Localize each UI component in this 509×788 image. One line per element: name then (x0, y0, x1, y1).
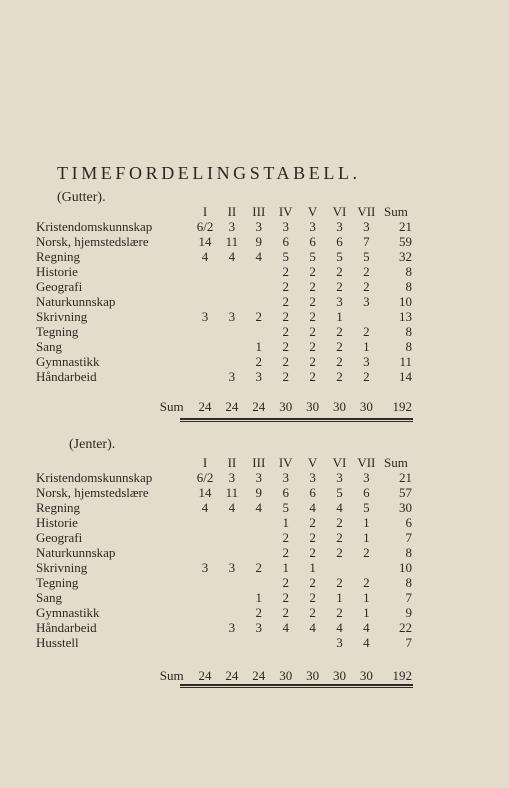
hours-cell: 5 (336, 249, 343, 264)
hours-cell: 4 (336, 620, 343, 635)
hours-cell: 3 (201, 309, 209, 324)
hours-cell: 2 (336, 605, 343, 620)
row-total: 7 (405, 635, 412, 650)
column-sum: 24 (198, 668, 212, 683)
column-header-row (36, 204, 412, 219)
hours-cell: 1 (255, 590, 263, 605)
hours-cell: 4 (255, 249, 263, 264)
hours-cell: 3 (336, 219, 343, 234)
hours-cell: 3 (228, 219, 236, 234)
hours-cell: 3 (228, 620, 236, 635)
column-sum: 24 (252, 399, 266, 414)
hours-cell (192, 635, 219, 650)
subject-label: Sang (36, 590, 62, 605)
hours-cell (192, 369, 219, 384)
table-row (36, 264, 412, 279)
table-row (36, 294, 412, 309)
hours-cell: 3 (336, 294, 343, 309)
row-total: 14 (399, 369, 412, 384)
hours-cell (192, 575, 219, 590)
column-sum: 30 (279, 399, 293, 414)
hours-cell (192, 545, 219, 560)
double-rule-jenter-thin (180, 687, 413, 688)
row-total: 13 (399, 309, 412, 324)
subject-label: Norsk, hjemstedslære (36, 234, 149, 249)
hours-cell (192, 294, 219, 309)
hours-cell: 6/2 (196, 219, 214, 234)
hours-cell: 2 (282, 354, 289, 369)
table-row (36, 560, 412, 575)
subject-label: Tegning (36, 575, 79, 590)
hours-cell: 2 (282, 279, 289, 294)
hours-cell: 1 (336, 309, 343, 324)
hours-cell: 4 (228, 249, 236, 264)
hours-cell: 6 (282, 485, 289, 500)
spacer-cell (36, 650, 412, 668)
row-total: 22 (399, 620, 412, 635)
hours-cell: 2 (282, 294, 289, 309)
sum-row (36, 399, 412, 414)
hours-cell: 3 (255, 369, 263, 384)
hours-cell (192, 339, 219, 354)
hours-cell: 3 (363, 470, 370, 485)
table-row (36, 635, 412, 650)
grand-total: 192 (392, 668, 412, 683)
hours-cell: 6 (282, 234, 289, 249)
hours-cell (245, 545, 272, 560)
spacer-row (36, 384, 412, 399)
hours-cell: 2 (309, 369, 316, 384)
table-row (36, 369, 412, 384)
hours-cell: 5 (336, 485, 343, 500)
hours-cell: 2 (309, 545, 316, 560)
row-total: 10 (399, 294, 412, 309)
double-rule-gutter-thin (180, 421, 413, 422)
hours-cell: 1 (363, 590, 370, 605)
table-row (36, 324, 412, 339)
table-row (36, 500, 412, 515)
table-row (36, 575, 412, 590)
hours-cell: 1 (309, 560, 316, 575)
row-total: 11 (399, 354, 412, 369)
hours-cell: 4 (255, 500, 263, 515)
hours-cell (245, 530, 272, 545)
hours-cell: 1 (363, 339, 370, 354)
table-row (36, 354, 412, 369)
hours-cell: 3 (336, 470, 343, 485)
hours-cell: 5 (282, 500, 289, 515)
hours-cell: 4 (282, 620, 289, 635)
sum-label: Sum (159, 668, 184, 683)
subject-label: Kristendomskunnskap (36, 219, 153, 234)
hours-cell: 2 (336, 279, 343, 294)
hours-cell: 3 (201, 560, 209, 575)
hours-cell (218, 635, 245, 650)
hours-cell: 3 (255, 470, 263, 485)
section-heading-gutter: (Gutter). (57, 190, 106, 205)
hours-cell: 2 (255, 309, 263, 324)
subject-label: Norsk, hjemstedslære (36, 485, 149, 500)
hours-cell: 2 (282, 369, 289, 384)
column-header: III (252, 204, 266, 219)
hours-cell: 14 (198, 234, 212, 249)
column-header: VII (357, 204, 376, 219)
hours-cell: 3 (309, 219, 316, 234)
table-row (36, 249, 412, 264)
column-sum: 30 (359, 399, 373, 414)
grand-total: 192 (392, 399, 412, 414)
table-row (36, 620, 412, 635)
column-sum: 24 (198, 399, 212, 414)
hours-cell: 9 (255, 485, 263, 500)
section-heading-jenter: (Jenter). (69, 437, 116, 452)
column-header: V (307, 204, 318, 219)
row-total: 21 (399, 470, 412, 485)
hours-cell: 6 (363, 485, 370, 500)
hours-cell: 3 (363, 354, 370, 369)
column-header: VI (332, 455, 347, 470)
hours-cell: 4 (201, 249, 209, 264)
sum-row (36, 668, 412, 683)
hours-cell: 2 (309, 575, 316, 590)
hours-cell (192, 324, 219, 339)
column-sum: 24 (225, 399, 239, 414)
hours-cell: 2 (336, 545, 343, 560)
hours-cell: 4 (201, 500, 209, 515)
column-header: I (202, 455, 208, 470)
table-row (36, 590, 412, 605)
subject-label: Naturkunnskap (36, 294, 116, 309)
row-total: 21 (399, 219, 412, 234)
hours-cell (218, 279, 245, 294)
table-row (36, 515, 412, 530)
hours-cell: 2 (309, 264, 316, 279)
subject-label: Regning (36, 500, 81, 515)
hours-cell: 2 (282, 530, 289, 545)
double-rule-gutter (180, 418, 413, 420)
table-row (36, 470, 412, 485)
hours-cell: 2 (309, 605, 316, 620)
row-total: 7 (405, 530, 412, 545)
column-header-row (36, 455, 412, 470)
column-header: IV (278, 455, 293, 470)
hours-cell: 2 (309, 354, 316, 369)
column-header: II (227, 455, 237, 470)
column-header: II (227, 204, 237, 219)
hours-cell: 11 (225, 234, 239, 249)
hours-cell (245, 294, 272, 309)
row-total: 9 (405, 605, 412, 620)
hours-cell (192, 354, 219, 369)
subject-label: Skrivning (36, 560, 88, 575)
subject-label: Naturkunnskap (36, 545, 116, 560)
subject-label: Regning (36, 249, 81, 264)
hours-cell: 2 (336, 575, 343, 590)
row-total: 30 (399, 500, 412, 515)
hours-cell: 2 (309, 530, 316, 545)
row-total: 8 (405, 339, 412, 354)
hours-cell (192, 590, 219, 605)
hours-cell: 3 (336, 635, 343, 650)
hours-cell (299, 635, 326, 650)
hours-cell: 4 (309, 500, 316, 515)
spacer-cell (36, 384, 412, 399)
hours-cell: 3 (363, 294, 370, 309)
table-row (36, 279, 412, 294)
hours-cell: 3 (363, 219, 370, 234)
column-sum: 30 (359, 668, 373, 683)
hours-cell: 2 (309, 590, 316, 605)
hours-cell: 5 (363, 249, 370, 264)
hours-cell (245, 264, 272, 279)
hours-cell: 4 (336, 500, 343, 515)
hours-cell: 2 (309, 339, 316, 354)
hours-cell: 1 (363, 515, 370, 530)
hours-cell: 2 (309, 515, 316, 530)
row-total: 8 (405, 264, 412, 279)
hours-cell: 2 (255, 560, 263, 575)
table-row (36, 530, 412, 545)
column-sum: 30 (279, 668, 293, 683)
column-header: IV (278, 204, 293, 219)
column-sum: 30 (306, 399, 320, 414)
hours-cell: 5 (363, 500, 370, 515)
hours-cell: 2 (282, 324, 289, 339)
hours-cell: 6 (309, 485, 316, 500)
table-row (36, 219, 412, 234)
hours-cell: 3 (228, 369, 236, 384)
hours-cell: 6 (309, 234, 316, 249)
hours-cell (326, 560, 353, 575)
subject-label: Tegning (36, 324, 79, 339)
hours-cell (192, 264, 219, 279)
hours-cell: 2 (363, 264, 370, 279)
table-row (36, 234, 412, 249)
hours-cell: 2 (309, 324, 316, 339)
hours-cell (218, 530, 245, 545)
column-header: I (202, 204, 208, 219)
row-total: 57 (399, 485, 412, 500)
hours-cell: 1 (282, 560, 289, 575)
hours-cell: 2 (363, 575, 370, 590)
hours-cell: 2 (282, 590, 289, 605)
hours-cell: 6/2 (196, 470, 214, 485)
table-row (36, 545, 412, 560)
hours-cell: 2 (336, 354, 343, 369)
subject-label: Historie (36, 515, 78, 530)
hours-cell: 7 (363, 234, 370, 249)
double-rule-jenter (180, 684, 413, 686)
hours-cell (245, 515, 272, 530)
column-sum: 30 (306, 668, 320, 683)
hours-cell: 3 (309, 470, 316, 485)
subject-label: Husstell (36, 635, 79, 650)
hours-cell: 9 (255, 234, 263, 249)
column-header: Sum (383, 455, 408, 470)
subject-label: Geografi (36, 530, 83, 545)
header-blank (36, 455, 192, 470)
hours-cell: 3 (255, 219, 263, 234)
hours-cell: 2 (336, 369, 343, 384)
subject-label: Kristendomskunnskap (36, 470, 153, 485)
hours-cell: 3 (228, 309, 236, 324)
hours-cell: 2 (282, 545, 289, 560)
hours-cell (192, 620, 219, 635)
hours-cell (245, 279, 272, 294)
hours-cell: 1 (363, 605, 370, 620)
subject-label: Håndarbeid (36, 620, 97, 635)
hours-cell: 2 (282, 339, 289, 354)
table-row (36, 485, 412, 500)
hours-cell (218, 339, 245, 354)
subject-label: Gymnastikk (36, 354, 100, 369)
hours-cell (245, 575, 272, 590)
hours-cell (218, 354, 245, 369)
hours-cell: 2 (309, 309, 316, 324)
hours-cell: 3 (282, 470, 289, 485)
hours-cell (245, 635, 272, 650)
hours-cell (353, 560, 380, 575)
hours-cell: 2 (336, 339, 343, 354)
hours-cell: 1 (336, 590, 343, 605)
column-header: VI (332, 204, 347, 219)
subject-label: Historie (36, 264, 78, 279)
spacer-row (36, 650, 412, 668)
hours-cell: 4 (228, 500, 236, 515)
timetable-gutter (36, 204, 412, 414)
row-total: 8 (405, 324, 412, 339)
hours-cell: 3 (228, 560, 236, 575)
subject-label: Håndarbeid (36, 369, 97, 384)
subject-label: Sang (36, 339, 62, 354)
hours-cell (218, 590, 245, 605)
row-total: 59 (399, 234, 412, 249)
hours-cell (218, 324, 245, 339)
sum-label: Sum (159, 399, 184, 414)
hours-cell: 1 (255, 339, 263, 354)
row-total: 10 (399, 560, 412, 575)
row-total: 8 (405, 545, 412, 560)
column-header: Sum (383, 204, 408, 219)
hours-cell (192, 279, 219, 294)
hours-cell: 2 (363, 324, 370, 339)
hours-cell (192, 605, 219, 620)
hours-cell: 1 (282, 515, 289, 530)
hours-cell: 14 (198, 485, 212, 500)
hours-cell: 2 (363, 369, 370, 384)
hours-cell (218, 294, 245, 309)
subject-label: Skrivning (36, 309, 88, 324)
hours-cell: 4 (363, 620, 370, 635)
column-sum: 30 (332, 668, 346, 683)
hours-cell: 1 (363, 530, 370, 545)
hours-cell: 2 (363, 279, 370, 294)
page-title: TIMEFORDELINGSTABELL. (57, 163, 361, 183)
subject-label: Gymnastikk (36, 605, 100, 620)
hours-cell (218, 605, 245, 620)
column-sum: 24 (252, 668, 266, 683)
column-sum: 24 (225, 668, 239, 683)
hours-cell (218, 545, 245, 560)
hours-cell: 2 (336, 530, 343, 545)
hours-cell: 4 (309, 620, 316, 635)
hours-cell: 2 (282, 309, 289, 324)
hours-cell (245, 324, 272, 339)
column-header: V (307, 455, 318, 470)
hours-cell: 3 (228, 470, 236, 485)
row-total: 32 (399, 249, 412, 264)
hours-cell (272, 635, 299, 650)
row-total: 8 (405, 279, 412, 294)
column-sum: 30 (332, 399, 346, 414)
hours-cell: 2 (336, 324, 343, 339)
hours-cell (218, 575, 245, 590)
hours-cell: 2 (282, 575, 289, 590)
hours-cell (192, 530, 219, 545)
row-total: 8 (405, 575, 412, 590)
row-total: 6 (405, 515, 412, 530)
hours-cell: 6 (336, 234, 343, 249)
hours-cell (353, 309, 380, 324)
table-row (36, 309, 412, 324)
column-header: VII (357, 455, 376, 470)
column-header: III (252, 455, 266, 470)
hours-cell (218, 264, 245, 279)
hours-cell: 2 (336, 264, 343, 279)
hours-cell: 5 (282, 249, 289, 264)
hours-cell: 3 (282, 219, 289, 234)
row-total: 7 (405, 590, 412, 605)
hours-cell: 4 (363, 635, 370, 650)
hours-cell: 2 (255, 605, 263, 620)
hours-cell: 2 (309, 279, 316, 294)
hours-cell: 2 (336, 515, 343, 530)
hours-cell: 2 (363, 545, 370, 560)
table-row (36, 605, 412, 620)
subject-label: Geografi (36, 279, 83, 294)
table-row (36, 339, 412, 354)
hours-cell (192, 515, 219, 530)
header-blank (36, 204, 192, 219)
hours-cell: 2 (282, 605, 289, 620)
hours-cell: 2 (282, 264, 289, 279)
hours-cell: 11 (225, 485, 239, 500)
hours-cell: 5 (309, 249, 316, 264)
hours-cell: 3 (255, 620, 263, 635)
hours-cell: 2 (255, 354, 263, 369)
hours-cell (218, 515, 245, 530)
hours-cell: 2 (309, 294, 316, 309)
timetable-jenter (36, 455, 412, 683)
